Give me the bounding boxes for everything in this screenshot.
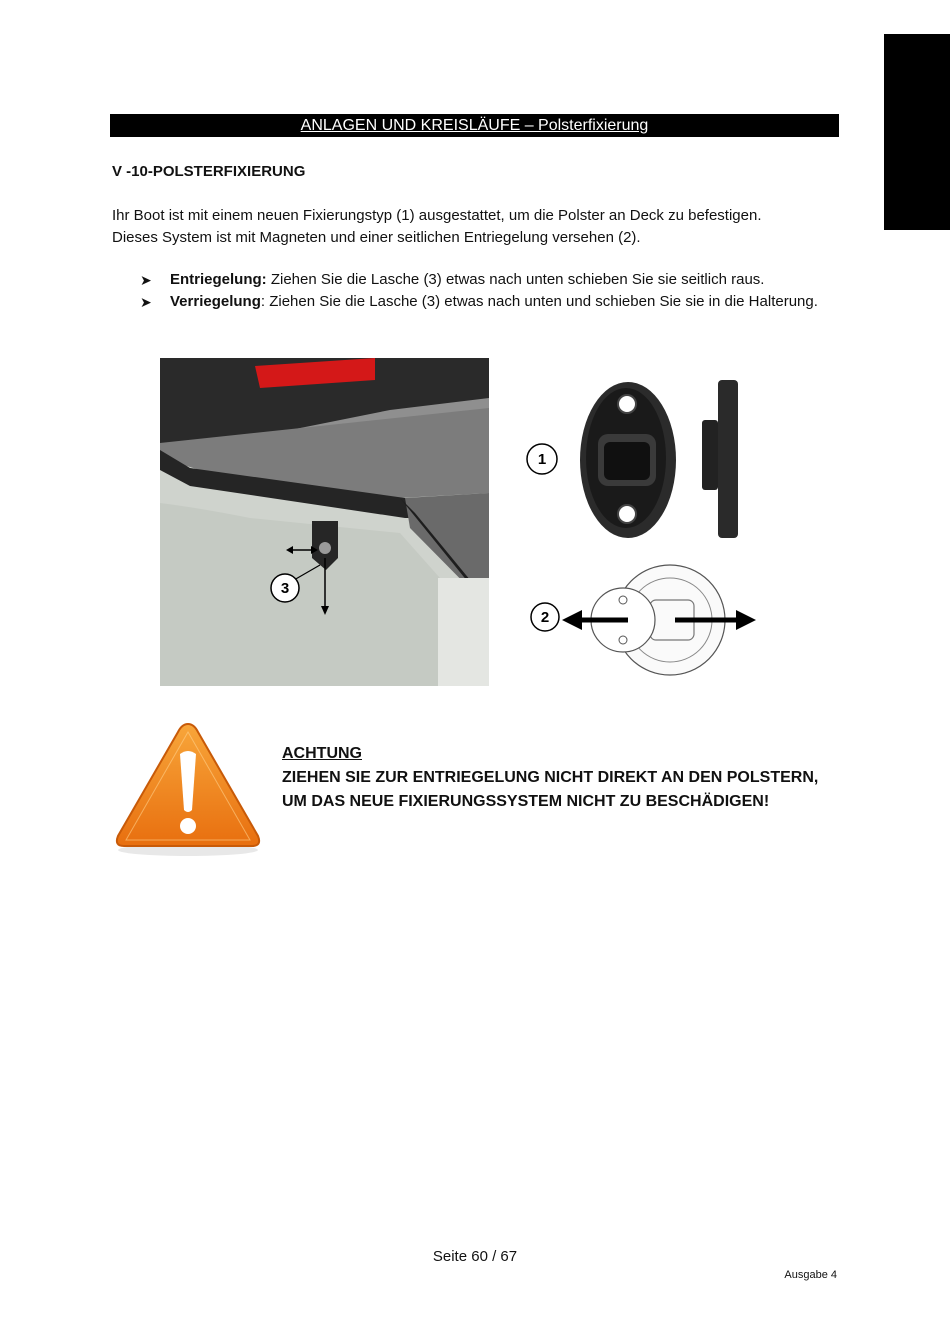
page-number: Seite 60 / 67 bbox=[432, 1248, 518, 1265]
side-tab-marker bbox=[884, 34, 950, 230]
callout-1-label: 1 bbox=[537, 451, 547, 468]
intro-paragraph bbox=[112, 205, 842, 249]
release-diagram bbox=[520, 555, 770, 685]
intro-line-2: Dieses System ist mit Magneten und einer seitlichen Entriegelung versehen (2). bbox=[112, 229, 641, 246]
arrow-bullet-icon: ➤ bbox=[140, 294, 152, 310]
instruction-list bbox=[140, 269, 830, 313]
intro-line-1: Ihr Boot ist mit einem neuen Fixierungstyp (1) ausgestattet, um die Polster an Deck zu befestigen. bbox=[112, 207, 762, 224]
warning-line-1: ZIEHEN SIE ZUR ENTRIEGELUNG NICHT DIREKT AN DEN POLSTERN, bbox=[282, 769, 819, 786]
bullet-text: Ziehen Sie die Lasche (3) etwas nach unten schieben Sie sie seitlich raus. bbox=[266, 271, 765, 288]
edition-label: Ausgabe 4 bbox=[784, 1269, 837, 1281]
list-item bbox=[140, 269, 830, 291]
section-header-title: ANLAGEN UND KREISLÄUFE – Polsterfixierung bbox=[300, 117, 649, 134]
warning-triangle-icon bbox=[112, 718, 264, 860]
latch-photo bbox=[160, 358, 489, 686]
fixing-part-illustration bbox=[520, 372, 750, 547]
warning-line-2: UM DAS NEUE FIXIERUNGSSYSTEM NICHT ZU BESCHÄDIGEN! bbox=[282, 793, 770, 810]
list-item bbox=[140, 291, 830, 313]
bullet-label: Entriegelung: bbox=[170, 271, 267, 288]
warning-heading: ACHTUNG bbox=[282, 745, 362, 762]
arrow-bullet-icon: ➤ bbox=[140, 272, 152, 288]
bullet-text: : Ziehen Sie die Lasche (3) etwas nach unten und schieben Sie sie in die Halterung. bbox=[260, 293, 818, 310]
callout-3-label: 3 bbox=[280, 580, 290, 597]
callout-2-label: 2 bbox=[540, 609, 550, 626]
bullet-label: Verriegelung bbox=[170, 293, 261, 310]
section-header-bar bbox=[110, 114, 839, 137]
section-title: V -10-POLSTERFIXIERUNG bbox=[112, 163, 306, 180]
warning-message bbox=[282, 742, 842, 814]
